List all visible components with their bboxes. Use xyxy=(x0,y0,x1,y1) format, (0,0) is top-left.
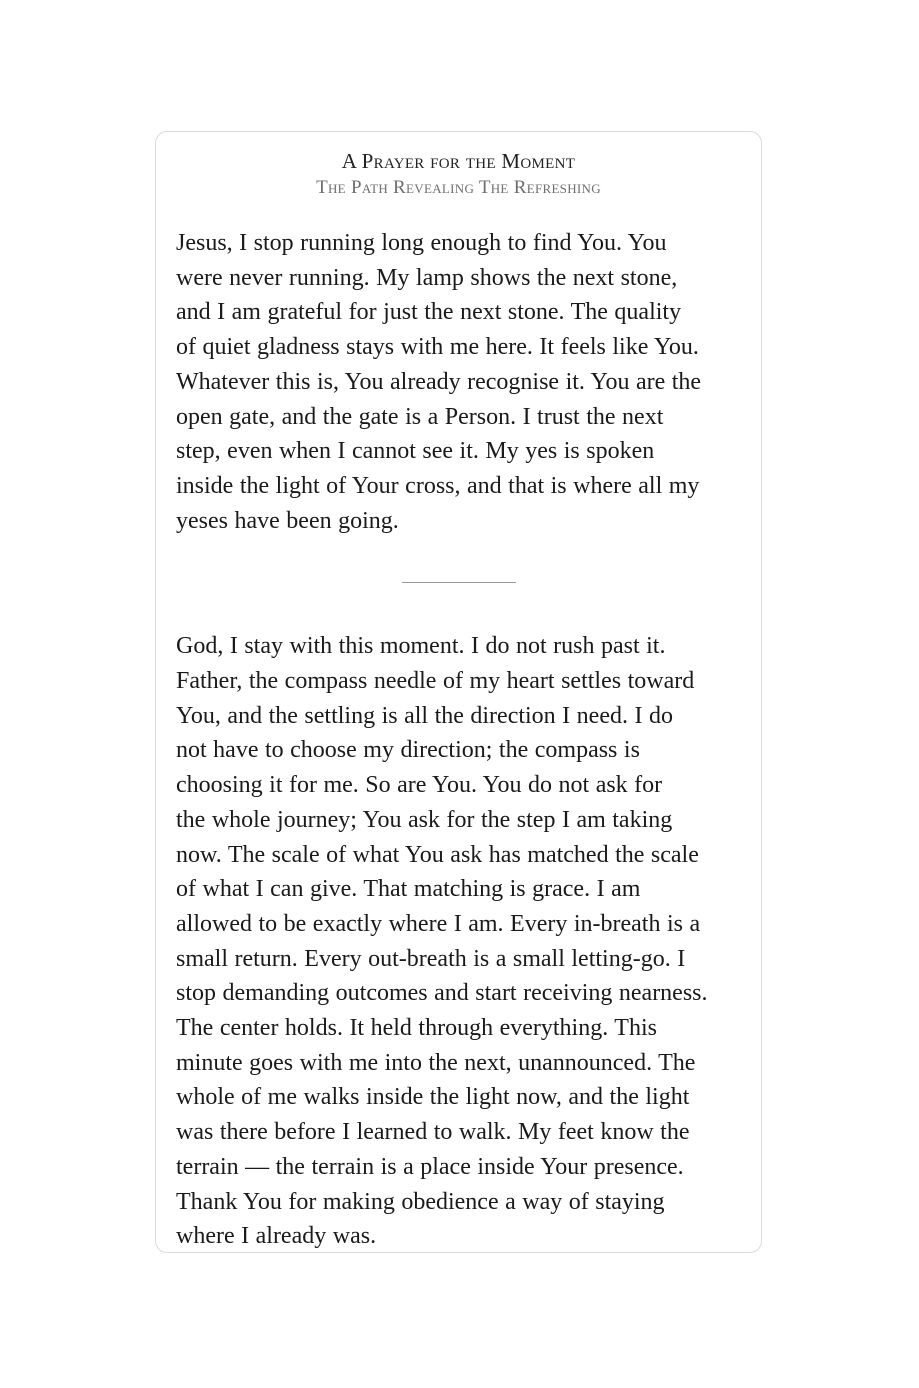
prayer-paragraph-2: God, I stay with this moment. I do not rush past it. Father, the compass needle of my heart settles toward You, and the settling is all the direction I need. I do not have to choose my direction; the compass is choosing it for me. So are You. You do not ask for the whole journey; You ask for the step I am taking now. The scale of what You ask has matched the scale of what I can give. That matching is grace. I am allowed to be exactly where I am. Every in-breath is a small return. Every out-breath is a small letting-go. I stop demanding outcomes and start receiving nearness. The center holds. It held through everything. This minute goes with me into the next, unannounced. The whole of me walks inside the light now, and the light was there before I learned to walk. My feet know the terrain — the terrain is a place inside Your presence. Thank You for making obedience a way of staying where I already was. xyxy=(176,633,708,1250)
section-divider xyxy=(402,582,516,583)
prayer-title: A Prayer for the Moment xyxy=(341,149,576,173)
prayer-paragraph-1: Jesus, I stop running long enough to find You. You were never running. My lamp shows the next stone, and I am grateful for just the next stone. The quality of quiet gladness stays with me here. It feels like You. Whatever this is, You already recognise it. You are the open gate, and the gate is a Person. I trust the next step, even when I cannot see it. My yes is spoken inside the light of Your cross, and that is where all my yeses have been going. xyxy=(176,230,702,534)
prayer-card xyxy=(155,131,762,1253)
prayer-subtitle: The Path Revealing The Refreshing xyxy=(316,177,601,198)
